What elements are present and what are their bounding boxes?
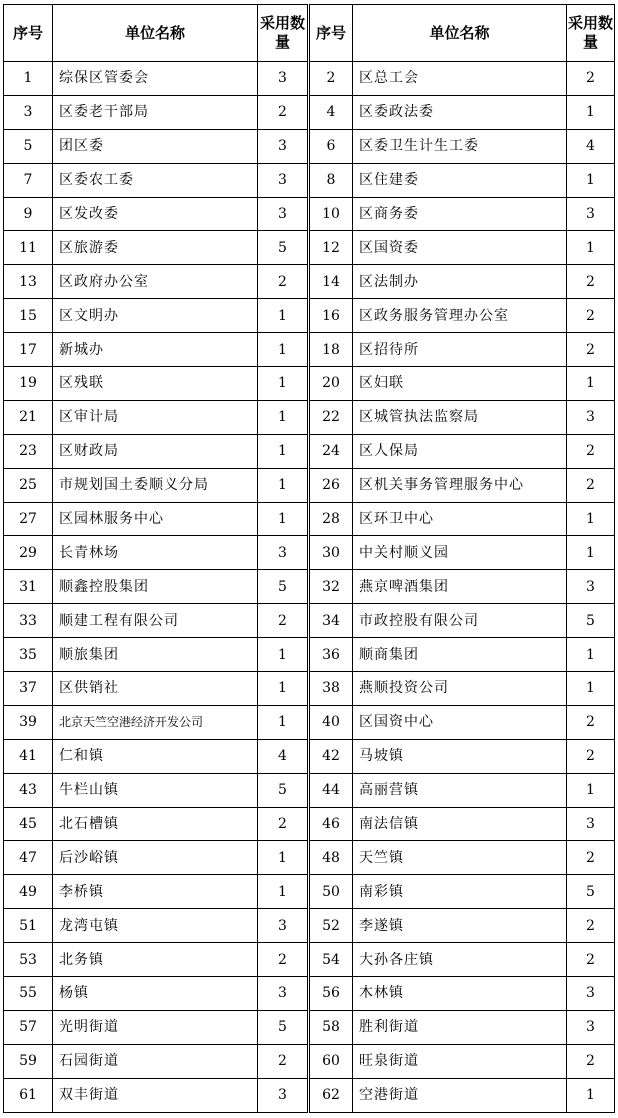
row-no-right: 42 <box>309 739 353 773</box>
row-unit-name-left: 区残联 <box>53 367 258 401</box>
row-unit-name-right: 区机关事务管理服务中心 <box>353 468 567 502</box>
row-no-right: 52 <box>309 909 353 943</box>
row-no-right: 20 <box>309 367 353 401</box>
table-body <box>4 62 615 1113</box>
table-row <box>4 909 615 943</box>
row-unit-name-left: 区委老干部局 <box>53 95 258 129</box>
row-qty-right: 2 <box>567 943 615 977</box>
row-unit-name-left: 北石槽镇 <box>53 807 258 841</box>
table-row <box>4 502 615 536</box>
row-unit-name-right: 区国资中心 <box>353 705 567 739</box>
row-unit-name-right: 区委政法委 <box>353 95 567 129</box>
row-no-right: 8 <box>309 163 353 197</box>
row-no-right: 36 <box>309 638 353 672</box>
row-unit-name-right: 胜利街道 <box>353 1010 567 1044</box>
row-unit-name-left: 长青林场 <box>53 536 258 570</box>
row-no-right: 44 <box>309 773 353 807</box>
row-unit-name-left: 杨镇 <box>53 977 258 1011</box>
row-unit-name-right: 区城管执法监察局 <box>353 400 567 434</box>
row-qty-left: 2 <box>258 943 309 977</box>
row-qty-left: 5 <box>258 231 309 265</box>
row-no-left: 51 <box>4 909 53 943</box>
row-no-right: 34 <box>309 604 353 638</box>
row-unit-name-left: 市规划国土委顺义分局 <box>53 468 258 502</box>
row-no-left: 7 <box>4 163 53 197</box>
row-unit-name-right: 区法制办 <box>353 265 567 299</box>
row-no-left: 53 <box>4 943 53 977</box>
table-row <box>4 841 615 875</box>
row-unit-name-left: 仁和镇 <box>53 739 258 773</box>
row-unit-name-left: 牛栏山镇 <box>53 773 258 807</box>
row-unit-name-right: 区商务委 <box>353 197 567 231</box>
row-qty-left: 3 <box>258 62 309 96</box>
row-unit-name-left: 石园街道 <box>53 1044 258 1078</box>
row-unit-name-right: 区环卫中心 <box>353 502 567 536</box>
row-unit-name-right: 区政务服务管理办公室 <box>353 299 567 333</box>
row-no-right: 6 <box>309 129 353 163</box>
table-row <box>4 197 615 231</box>
row-qty-right: 1 <box>567 536 615 570</box>
row-unit-name-right: 中关村顺义园 <box>353 536 567 570</box>
row-qty-right: 1 <box>567 163 615 197</box>
table-row <box>4 434 615 468</box>
row-no-right: 4 <box>309 95 353 129</box>
row-no-left: 5 <box>4 129 53 163</box>
table-row <box>4 62 615 96</box>
row-qty-right: 2 <box>567 434 615 468</box>
header-name-left: 单位名称 <box>53 5 258 62</box>
table-row <box>4 129 615 163</box>
row-qty-right: 2 <box>567 265 615 299</box>
row-unit-name-left: 顺建工程有限公司 <box>53 604 258 638</box>
row-qty-left: 3 <box>258 536 309 570</box>
row-no-left: 59 <box>4 1044 53 1078</box>
table-row <box>4 807 615 841</box>
table-row <box>4 468 615 502</box>
row-no-right: 16 <box>309 299 353 333</box>
row-no-left: 19 <box>4 367 53 401</box>
row-no-right: 60 <box>309 1044 353 1078</box>
row-unit-name-right: 高丽营镇 <box>353 773 567 807</box>
header-row <box>4 5 615 62</box>
row-no-left: 15 <box>4 299 53 333</box>
row-no-left: 13 <box>4 265 53 299</box>
row-qty-left: 1 <box>258 400 309 434</box>
row-qty-right: 4 <box>567 129 615 163</box>
row-unit-name-right: 李遂镇 <box>353 909 567 943</box>
header-name-right: 单位名称 <box>353 5 567 62</box>
row-no-right: 62 <box>309 1078 353 1112</box>
row-unit-name-right: 大孙各庄镇 <box>353 943 567 977</box>
row-qty-left: 1 <box>258 333 309 367</box>
row-no-left: 11 <box>4 231 53 265</box>
table-row <box>4 400 615 434</box>
row-no-right: 28 <box>309 502 353 536</box>
row-no-left: 47 <box>4 841 53 875</box>
row-qty-right: 1 <box>567 231 615 265</box>
row-no-left: 39 <box>4 705 53 739</box>
row-unit-name-left: 北京天竺空港经济开发公司 <box>53 705 258 739</box>
row-no-left: 43 <box>4 773 53 807</box>
row-no-left: 41 <box>4 739 53 773</box>
row-unit-name-left: 双丰街道 <box>53 1078 258 1112</box>
row-qty-right: 3 <box>567 977 615 1011</box>
row-no-left: 31 <box>4 570 53 604</box>
row-qty-left: 1 <box>258 502 309 536</box>
row-qty-left: 3 <box>258 197 309 231</box>
row-no-left: 9 <box>4 197 53 231</box>
row-no-left: 49 <box>4 875 53 909</box>
row-unit-name-left: 区文明办 <box>53 299 258 333</box>
row-qty-left: 5 <box>258 773 309 807</box>
row-no-left: 57 <box>4 1010 53 1044</box>
row-unit-name-left: 顺旅集团 <box>53 638 258 672</box>
row-unit-name-left: 区园林服务中心 <box>53 502 258 536</box>
row-qty-left: 1 <box>258 841 309 875</box>
row-qty-right: 1 <box>567 95 615 129</box>
row-unit-name-left: 区审计局 <box>53 400 258 434</box>
row-unit-name-right: 顺商集团 <box>353 638 567 672</box>
row-no-right: 24 <box>309 434 353 468</box>
table-row <box>4 705 615 739</box>
row-qty-left: 4 <box>258 739 309 773</box>
row-unit-name-left: 区供销社 <box>53 672 258 706</box>
row-qty-right: 5 <box>567 875 615 909</box>
row-unit-name-right: 燕京啤酒集团 <box>353 570 567 604</box>
row-qty-right: 3 <box>567 197 615 231</box>
table-row <box>4 739 615 773</box>
row-no-left: 27 <box>4 502 53 536</box>
row-unit-name-left: 后沙峪镇 <box>53 841 258 875</box>
row-qty-right: 2 <box>567 739 615 773</box>
table-row <box>4 875 615 909</box>
row-no-right: 40 <box>309 705 353 739</box>
row-unit-name-left: 团区委 <box>53 129 258 163</box>
row-qty-right: 1 <box>567 502 615 536</box>
table-row <box>4 773 615 807</box>
row-qty-left: 3 <box>258 909 309 943</box>
table-row <box>4 672 615 706</box>
row-unit-name-left: 新城办 <box>53 333 258 367</box>
row-qty-right: 2 <box>567 62 615 96</box>
row-unit-name-right: 天竺镇 <box>353 841 567 875</box>
row-unit-name-right: 区国资委 <box>353 231 567 265</box>
row-no-right: 30 <box>309 536 353 570</box>
table-row <box>4 638 615 672</box>
row-unit-name-right: 木林镇 <box>353 977 567 1011</box>
units-table <box>3 4 615 1113</box>
row-no-right: 58 <box>309 1010 353 1044</box>
row-no-left: 55 <box>4 977 53 1011</box>
row-qty-left: 3 <box>258 129 309 163</box>
row-qty-left: 3 <box>258 977 309 1011</box>
row-unit-name-right: 区招待所 <box>353 333 567 367</box>
row-unit-name-right: 区住建委 <box>353 163 567 197</box>
table-row <box>4 231 615 265</box>
header-qty-right: 采用数量 <box>567 5 615 62</box>
row-no-left: 35 <box>4 638 53 672</box>
table-row <box>4 536 615 570</box>
row-no-right: 46 <box>309 807 353 841</box>
row-qty-right: 2 <box>567 1044 615 1078</box>
row-no-left: 33 <box>4 604 53 638</box>
row-unit-name-left: 区政府办公室 <box>53 265 258 299</box>
row-qty-left: 3 <box>258 163 309 197</box>
row-no-right: 18 <box>309 333 353 367</box>
row-unit-name-left: 综保区管委会 <box>53 62 258 96</box>
row-qty-right: 2 <box>567 909 615 943</box>
row-unit-name-left: 北务镇 <box>53 943 258 977</box>
row-no-right: 38 <box>309 672 353 706</box>
row-no-right: 48 <box>309 841 353 875</box>
row-no-right: 14 <box>309 265 353 299</box>
row-unit-name-right: 空港街道 <box>353 1078 567 1112</box>
row-qty-left: 2 <box>258 265 309 299</box>
table-row <box>4 299 615 333</box>
table-row <box>4 163 615 197</box>
row-qty-right: 3 <box>567 570 615 604</box>
row-unit-name-left: 区委农工委 <box>53 163 258 197</box>
row-qty-left: 1 <box>258 875 309 909</box>
row-qty-left: 1 <box>258 434 309 468</box>
row-no-left: 21 <box>4 400 53 434</box>
row-qty-left: 1 <box>258 705 309 739</box>
row-qty-right: 1 <box>567 773 615 807</box>
row-qty-left: 2 <box>258 95 309 129</box>
row-no-right: 26 <box>309 468 353 502</box>
row-unit-name-right: 区妇联 <box>353 367 567 401</box>
row-no-left: 23 <box>4 434 53 468</box>
table-row <box>4 265 615 299</box>
row-unit-name-right: 燕顺投资公司 <box>353 672 567 706</box>
row-qty-right: 2 <box>567 333 615 367</box>
row-no-right: 12 <box>309 231 353 265</box>
row-no-right: 22 <box>309 400 353 434</box>
header-qty-left: 采用数量 <box>258 5 309 62</box>
table-row <box>4 1044 615 1078</box>
row-no-left: 3 <box>4 95 53 129</box>
row-unit-name-right: 马坡镇 <box>353 739 567 773</box>
row-qty-right: 2 <box>567 299 615 333</box>
row-qty-left: 3 <box>258 1078 309 1112</box>
row-qty-right: 1 <box>567 638 615 672</box>
row-qty-right: 2 <box>567 468 615 502</box>
table-row <box>4 604 615 638</box>
header-no-right: 序号 <box>309 5 353 62</box>
row-no-right: 54 <box>309 943 353 977</box>
row-no-left: 1 <box>4 62 53 96</box>
row-qty-left: 5 <box>258 1010 309 1044</box>
row-unit-name-right: 区委卫生计生工委 <box>353 129 567 163</box>
table-row <box>4 1078 615 1112</box>
table-row <box>4 1010 615 1044</box>
row-unit-name-right: 南彩镇 <box>353 875 567 909</box>
row-unit-name-left: 李桥镇 <box>53 875 258 909</box>
table-row <box>4 333 615 367</box>
row-no-left: 45 <box>4 807 53 841</box>
row-unit-name-left: 区发改委 <box>53 197 258 231</box>
row-qty-right: 3 <box>567 400 615 434</box>
table-row <box>4 367 615 401</box>
table-row <box>4 95 615 129</box>
row-unit-name-right: 区总工会 <box>353 62 567 96</box>
row-unit-name-left: 顺鑫控股集团 <box>53 570 258 604</box>
row-qty-right: 1 <box>567 367 615 401</box>
row-unit-name-right: 南法信镇 <box>353 807 567 841</box>
row-qty-right: 1 <box>567 1078 615 1112</box>
row-qty-left: 2 <box>258 1044 309 1078</box>
row-qty-right: 5 <box>567 604 615 638</box>
table-row <box>4 977 615 1011</box>
row-unit-name-left: 区财政局 <box>53 434 258 468</box>
row-unit-name-left: 龙湾屯镇 <box>53 909 258 943</box>
row-qty-left: 1 <box>258 367 309 401</box>
row-qty-left: 2 <box>258 807 309 841</box>
row-unit-name-right: 区人保局 <box>353 434 567 468</box>
row-unit-name-left: 光明街道 <box>53 1010 258 1044</box>
row-unit-name-right: 市政控股有限公司 <box>353 604 567 638</box>
row-qty-left: 1 <box>258 299 309 333</box>
row-qty-left: 1 <box>258 672 309 706</box>
row-no-right: 56 <box>309 977 353 1011</box>
row-qty-right: 3 <box>567 1010 615 1044</box>
row-qty-right: 2 <box>567 705 615 739</box>
row-no-left: 37 <box>4 672 53 706</box>
row-no-left: 61 <box>4 1078 53 1112</box>
row-qty-right: 1 <box>567 672 615 706</box>
row-no-right: 10 <box>309 197 353 231</box>
row-qty-left: 2 <box>258 604 309 638</box>
row-no-left: 25 <box>4 468 53 502</box>
row-qty-left: 5 <box>258 570 309 604</box>
row-unit-name-right: 旺泉街道 <box>353 1044 567 1078</box>
row-qty-left: 1 <box>258 468 309 502</box>
row-no-right: 32 <box>309 570 353 604</box>
table-row <box>4 943 615 977</box>
row-unit-name-left: 区旅游委 <box>53 231 258 265</box>
row-no-right: 2 <box>309 62 353 96</box>
header-no-left: 序号 <box>4 5 53 62</box>
row-no-left: 17 <box>4 333 53 367</box>
row-qty-right: 3 <box>567 807 615 841</box>
row-no-right: 50 <box>309 875 353 909</box>
table-row <box>4 570 615 604</box>
row-no-left: 29 <box>4 536 53 570</box>
row-qty-left: 1 <box>258 638 309 672</box>
row-qty-right: 2 <box>567 841 615 875</box>
